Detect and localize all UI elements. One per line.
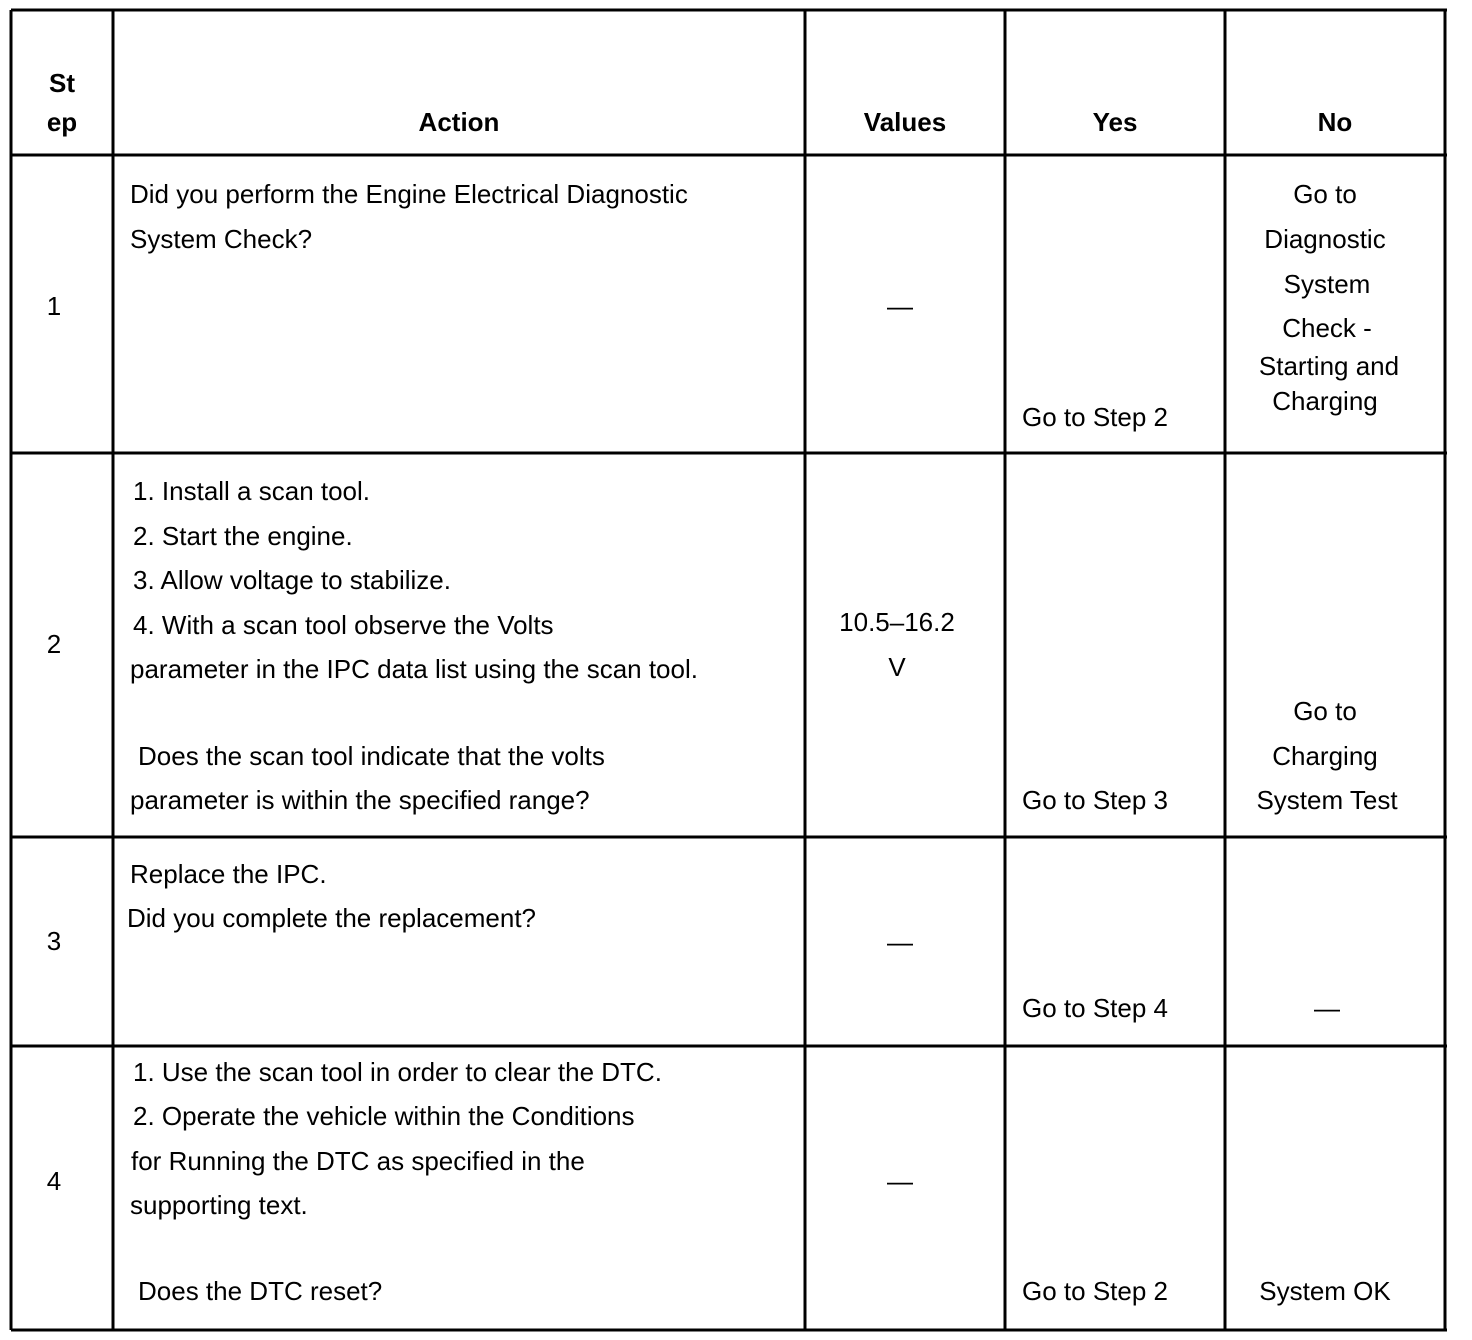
action-text-line: parameter in the IPC data list using the scan tool. bbox=[130, 654, 698, 684]
action-text-line: Does the DTC reset? bbox=[138, 1276, 383, 1306]
action-list-item: 1. Install a scan tool. bbox=[133, 476, 371, 506]
header-yes: Yes bbox=[1092, 107, 1138, 137]
value-text: — bbox=[887, 1166, 913, 1196]
action-list-item: 4. With a scan tool observe the Volts bbox=[133, 610, 554, 640]
action-list-item: 3. Allow voltage to stabilize. bbox=[133, 565, 451, 595]
no-action-line: Diagnostic bbox=[1264, 224, 1386, 254]
yes-action-link: Go to Step 3 bbox=[1022, 785, 1168, 815]
action-text-line: supporting text. bbox=[130, 1190, 308, 1220]
header-step-line2: ep bbox=[46, 107, 78, 137]
action-text-line: Did you complete the replacement? bbox=[127, 903, 537, 933]
value-text: — bbox=[887, 927, 913, 957]
action-text-line: parameter is within the specified range? bbox=[130, 785, 590, 815]
value-text: 10.5–16.2 bbox=[839, 607, 955, 637]
action-text-line: System Check? bbox=[130, 224, 313, 254]
no-action-line: Go to bbox=[1293, 696, 1357, 726]
header-action: Action bbox=[418, 107, 500, 137]
action-text-line: Replace the IPC. bbox=[130, 859, 327, 889]
no-action-line: Charging bbox=[1272, 741, 1378, 771]
value-text: — bbox=[887, 291, 913, 321]
action-list-item: 2. Operate the vehicle within the Conditions bbox=[133, 1101, 635, 1131]
no-action-text: — bbox=[1314, 993, 1340, 1023]
action-list-item: 1. Use the scan tool in order to clear the DTC. bbox=[133, 1057, 662, 1087]
no-action-line: System Test bbox=[1256, 785, 1398, 815]
step-number: 3 bbox=[46, 926, 62, 956]
header-step-line1: St bbox=[49, 68, 75, 98]
header-no: No bbox=[1317, 107, 1353, 137]
value-text: V bbox=[888, 652, 906, 682]
action-text-line: for Running the DTC as specified in the bbox=[131, 1146, 585, 1176]
no-action-line: Charging bbox=[1272, 386, 1378, 416]
yes-action-link: Go to Step 4 bbox=[1022, 993, 1168, 1023]
step-number: 2 bbox=[46, 629, 62, 659]
no-action-text: System OK bbox=[1259, 1276, 1391, 1306]
action-list-item: 2. Start the engine. bbox=[133, 521, 353, 551]
no-action-line: Starting and bbox=[1258, 351, 1400, 381]
header-values: Values bbox=[863, 107, 947, 137]
action-text-line: Does the scan tool indicate that the volts bbox=[138, 741, 605, 771]
action-text-line: Did you perform the Engine Electrical Diagnostic bbox=[130, 179, 688, 209]
no-action-line: System bbox=[1283, 269, 1371, 299]
step-number: 1 bbox=[46, 291, 62, 321]
no-action-line: Check - bbox=[1282, 313, 1372, 343]
step-number: 4 bbox=[46, 1166, 62, 1196]
yes-action-link: Go to Step 2 bbox=[1022, 1276, 1168, 1306]
no-action-line: Go to bbox=[1293, 179, 1357, 209]
yes-action-link: Go to Step 2 bbox=[1022, 402, 1168, 432]
